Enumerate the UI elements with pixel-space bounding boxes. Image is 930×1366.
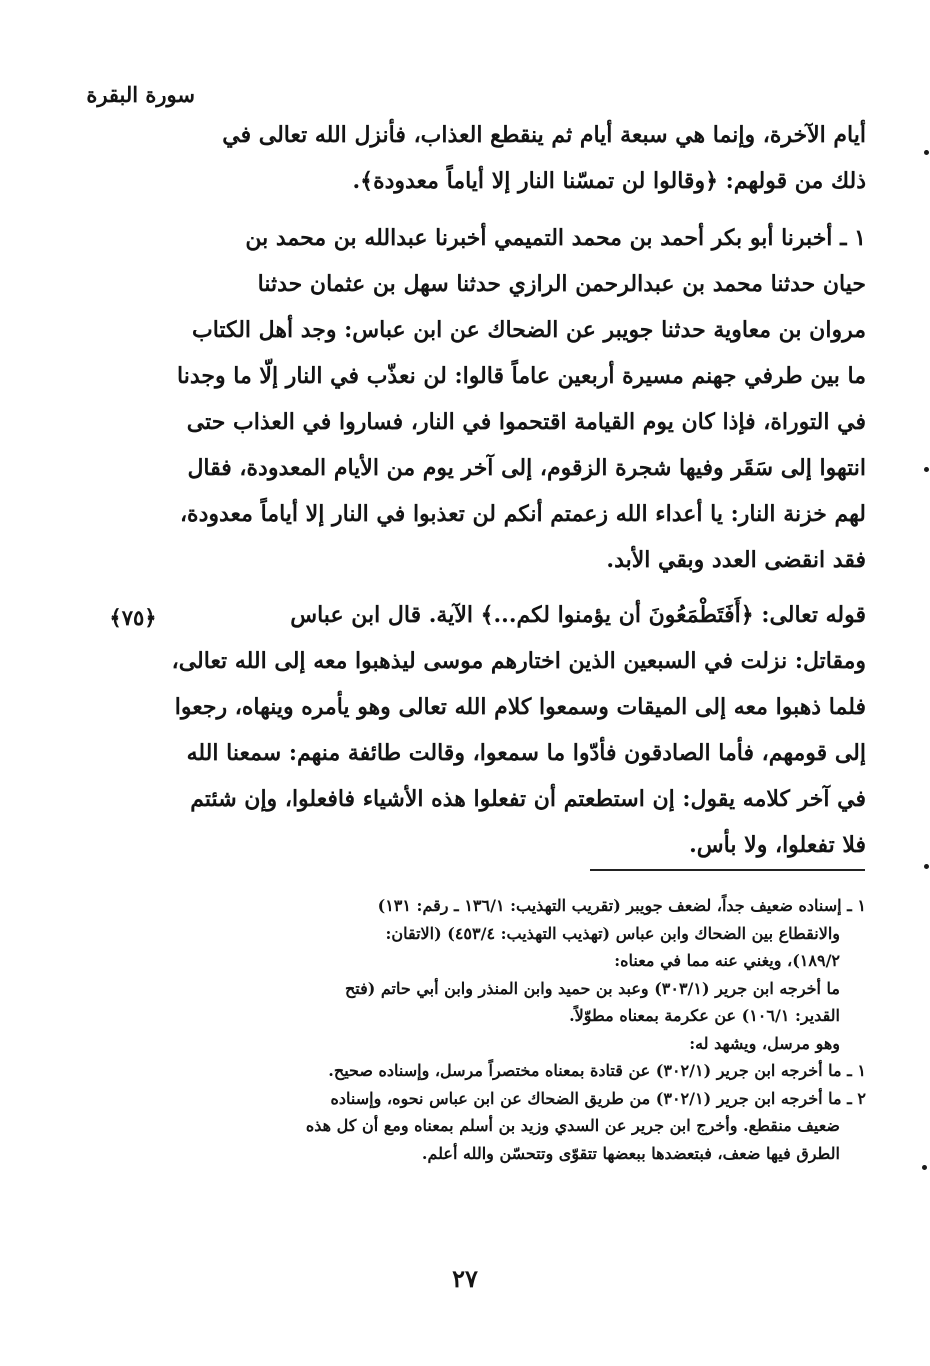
text-line: ذلك من قولهم: ﴿وقالوا لن تمسّنا النار إلا أياماً معدودة﴾.	[352, 168, 866, 194]
text-line: فقد انقضى العدد وبقي الأبد.	[606, 547, 866, 573]
footnote-line: ١ ـ ما أخرجه ابن جرير (٣٠٢/١) عن قتادة بمعناه مختصراً مرسل، وإسناده صحيح.	[328, 1061, 866, 1080]
footnote-line: ١٨٩/٢)، ويغني عنه مما في معناه:	[614, 951, 840, 970]
paragraph-2-hadith	[162, 215, 866, 583]
footnote-line: وهو مرسل، ويشهد له:	[689, 1033, 840, 1053]
footnote-line: القدير: ١٠٦/١) عن عكرمة بمعناه مطوّلاً.	[569, 1006, 840, 1025]
scan-speck	[924, 467, 929, 472]
text-line: ما بين طرفي جهنم مسيرة أربعين عاماً قالوا: لن نعذّب في النار إلّا ما وجدنا	[177, 363, 866, 389]
footnote-line: ما أخرجه ابن جرير (٣٠٣/١) وعبد بن حميد وابن المنذر وابن أبي حاتم (فتح	[344, 978, 840, 998]
footnote-line: ضعيف منقطع. وأخرج ابن جرير عن السدي وزيد بن أسلم بمعناه ومع أن كل هذه	[305, 1116, 840, 1135]
text-line: حيان حدثنا محمد بن عبدالرحمن الرازي حدثنا سهل بن عثمان حدثنا	[257, 271, 866, 297]
text-line: إلى قومهم، فأما الصادقون فأدّوا ما سمعوا، وقالت طائفة منهم: سمعنا الله	[186, 740, 866, 766]
footnote-line: ٢ ـ ما أخرجه ابن جرير (٣٠٢/١) من طريق الضحاك عن ابن عباس نحوه، وإسناده	[330, 1088, 866, 1108]
margin-verse-number: ﴿٧٥﴾	[109, 605, 157, 630]
paragraph-3-verse-commentary	[162, 592, 866, 868]
text-line: فلما ذهبوا معه إلى الميقات وسمعوا كلام الله تعالى وهو يأمره وينهاه، رجعوا	[174, 694, 866, 720]
footnote-line: ١ ـ إسناده ضعيف جداً، لضعف جويبر (تقريب التهذيب: ١٣٦/١ ـ رقم: ١٣١)	[377, 896, 866, 915]
text-line: قوله تعالى: ﴿أَفَتَطْمَعُونَ أن يؤمنوا لكم...﴾ الآية. قال ابن عباس	[290, 602, 866, 628]
footnotes-section	[162, 892, 866, 1167]
text-line: انتهوا إلى سَقَر وفيها شجرة الزقوم، إلى آخر يوم من الأيام المعدودة، فقال	[187, 455, 866, 481]
scan-speck	[924, 864, 929, 869]
running-header-surah-title: سورة البقرة	[86, 82, 195, 107]
paragraph-1	[162, 112, 866, 204]
text-line: لهم خزنة النار: يا أعداء الله زعمتم أنكم لن تعذبوا في النار إلا أياماً معدودة،	[179, 501, 866, 527]
text-line: أيام الآخرة، وإنما هي سبعة أيام ثم ينقطع العذاب، فأنزل الله تعالى في	[222, 122, 866, 148]
footnote-line: والانقطاع بين الضحاك وابن عباس (تهذيب التهذيب: ٤٥٣/٤) (الاتقان:	[385, 923, 840, 943]
footnote-separator-rule	[590, 869, 865, 871]
footnote-line: الطرق فيها ضعف، فبتعضدها ببعضها تتقوّى وتتحسّن والله أعلم.	[421, 1143, 840, 1163]
text-line: فلا تفعلوا، ولا بأس.	[689, 832, 866, 858]
text-line: ومقاتل: نزلت في السبعين الذين اختارهم موسى ليذهبوا معه إلى الله تعالى،	[171, 648, 866, 674]
scan-speck	[924, 150, 929, 155]
scan-speck	[922, 1165, 927, 1170]
text-line: في التوراة، فإذا كان يوم القيامة اقتحموا في النار، فساروا في العذاب حتى	[186, 409, 866, 435]
text-line: في آخر كلامه يقول: إن استطعتم أن تفعلوا هذه الأشياء فافعلوا، وإن شئتم	[190, 786, 866, 812]
text-line: مروان بن معاوية حدثنا جويبر عن الضحاك عن ابن عباس: وجد أهل الكتاب	[192, 317, 866, 343]
text-line: ١ ـ أخبرنا أبو بكر أحمد بن محمد التميمي أخبرنا عبدالله بن محمد بن	[245, 225, 866, 251]
page-number: ٢٧	[452, 1264, 478, 1293]
